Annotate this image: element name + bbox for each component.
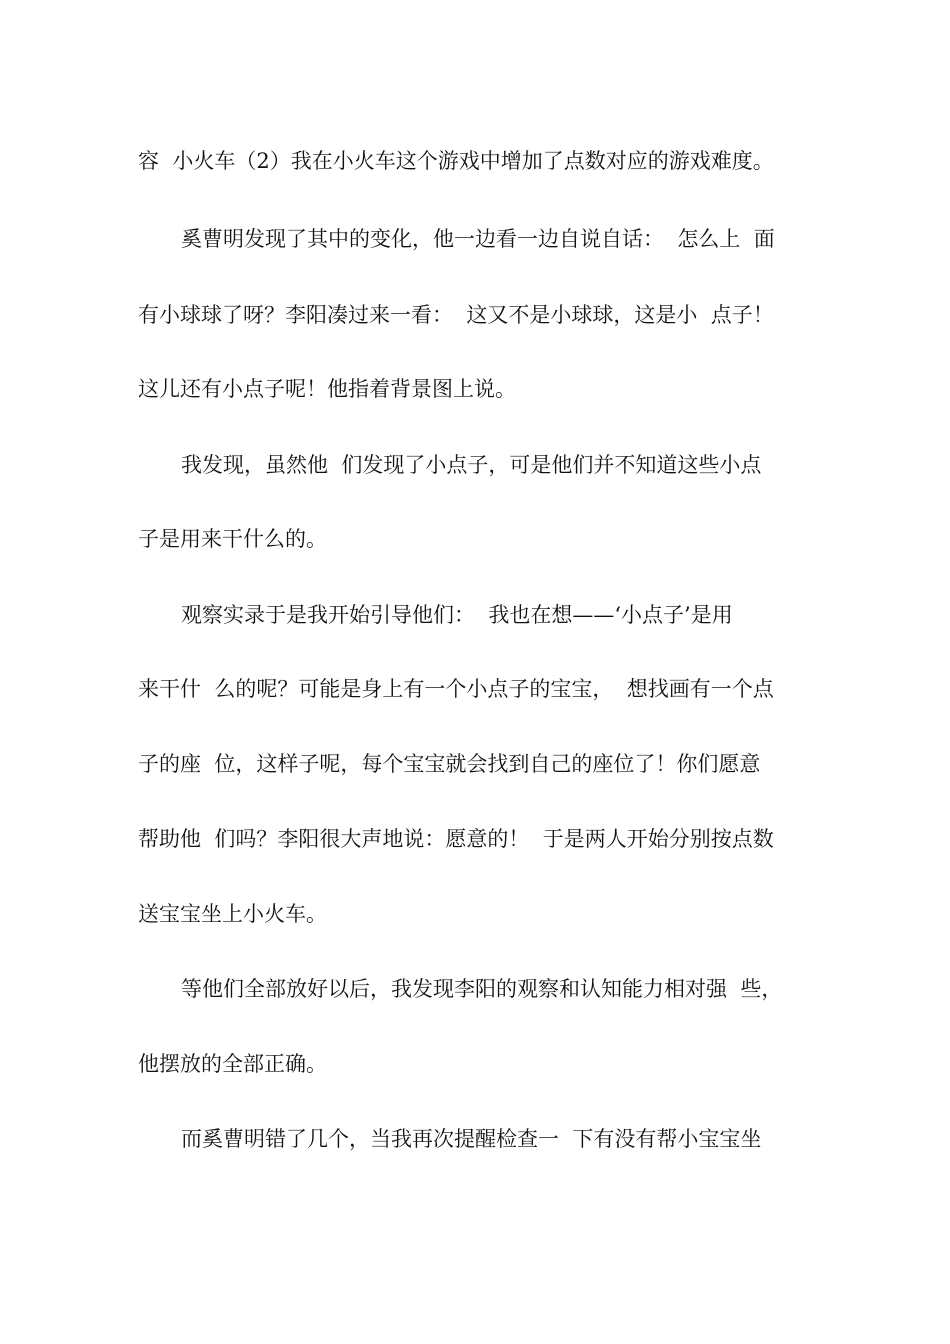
text-line-14: 而奚曹明错了几个，当我再次提醒检查一 下有没有帮小宝宝坐 [181,1127,762,1151]
text-line-1: 容 小火车（2）我在小火车这个游戏中增加了点数对应的游戏难度。 [138,149,774,173]
text-line-10: 帮助他 们吗？李阳很大声地说：愿意的！ 于是两人开始分别按点数 [138,827,774,851]
text-line-13: 他摆放的全部正确。 [138,1052,327,1076]
text-line-8: 来干什 么的呢？可能是身上有一个小点子的宝宝， 想找画有一个点 [138,677,774,701]
text-line-3: 有小球球了呀？李阳凑过来一看： 这又不是小球球，这是小 点子！ [138,303,774,327]
text-line-7: 观察实录于是我开始引导他们： 我也在想——‘小点子’是用 [181,603,733,627]
text-line-9: 子的座 位，这样子呢，每个宝宝就会找到自己的座位了！你们愿意 [138,752,761,776]
text-line-6: 子是用来干什么的。 [138,527,327,551]
text-line-5: 我发现，虽然他 们发现了小点子，可是他们并不知道这些小点 [181,453,762,477]
text-line-4: 这儿还有小点子呢！他指着背景图上说。 [138,377,516,401]
text-line-11: 送宝宝坐上小火车。 [138,902,327,926]
text-line-2: 奚曹明发现了其中的变化，他一边看一边自说自话： 怎么上 面 [181,227,775,251]
text-line-12: 等他们全部放好以后，我发现李阳的观察和认知能力相对强 些， [181,977,783,1001]
